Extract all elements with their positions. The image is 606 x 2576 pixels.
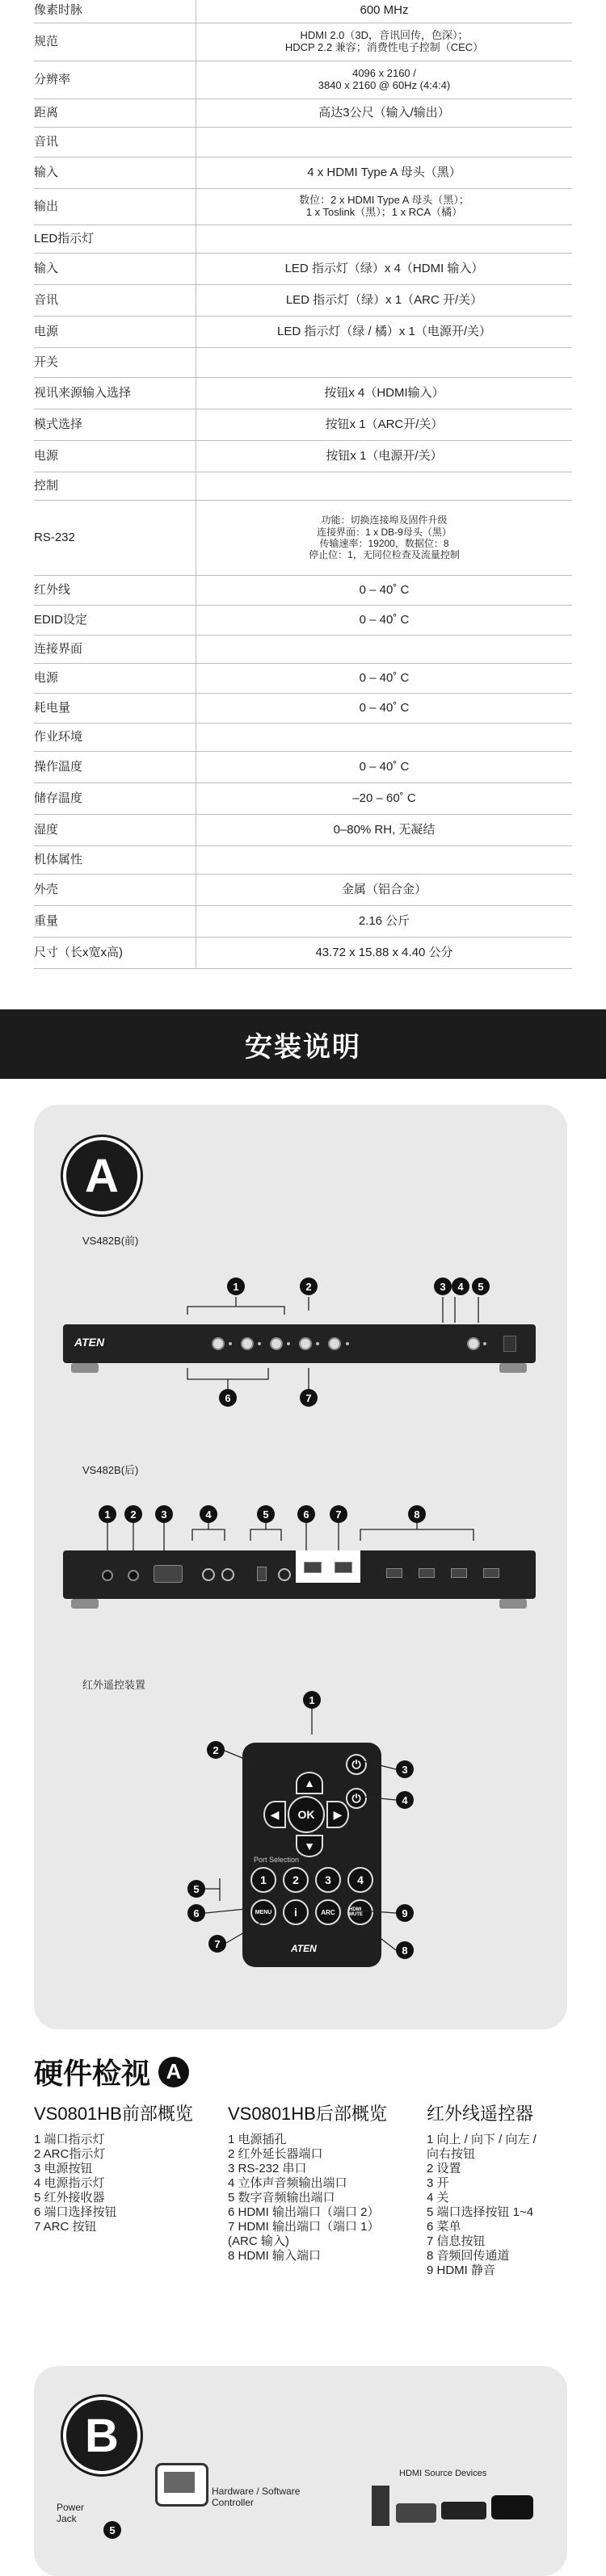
spec-row [34, 285, 572, 317]
spec-value-line: LED 指示灯（绿）x 1（ARC 开/关） [285, 292, 483, 307]
port-2-button: 2 [283, 1867, 309, 1893]
spec-value-line: 0 – 40˚ C [359, 759, 410, 774]
rear-label: VS482B(后) [82, 1464, 139, 1476]
remote-num-7: 7 [208, 1935, 226, 1953]
spec-value [196, 875, 572, 905]
spec-value [196, 636, 572, 663]
spec-value-line: 0 – 40˚ C [359, 612, 410, 627]
hardware-title-text: 硬件检视 [34, 2057, 151, 2090]
spec-row [34, 501, 572, 576]
spec-row [34, 128, 572, 157]
rear-num-5: 5 [257, 1505, 275, 1523]
spec-row [34, 724, 572, 752]
spec-key: 重量 [34, 913, 59, 928]
overview-item: 8 HDMI 输入端口 [228, 2249, 322, 2263]
port-3-button: 3 [315, 1867, 341, 1893]
panel-a [34, 1105, 567, 2029]
spec-value [196, 128, 572, 157]
spec-key: 像素时脉 [34, 2, 83, 17]
spec-value [196, 501, 572, 575]
overview-item: 2 红外延长器端口 [228, 2147, 323, 2162]
spec-row [34, 664, 572, 694]
remote-overview-list [427, 2133, 537, 2278]
rear-overview [228, 2104, 387, 2263]
spec-value [196, 938, 572, 968]
rear-overview-heading: VS0801HB后部概览 [228, 2104, 387, 2124]
remote-num-1: 1 [303, 1691, 321, 1709]
spec-value [196, 441, 572, 472]
spec-row [34, 189, 572, 225]
overview-item: 1 端口指示灯 [34, 2133, 105, 2147]
spec-value-line: 2.16 公斤 [358, 913, 410, 928]
spec-value-line: 43.72 x 15.88 x 4.40 公分 [315, 945, 453, 959]
spec-row [34, 694, 572, 724]
spec-value [196, 61, 572, 99]
overview-item: 5 端口选择按钮 1~4 [427, 2205, 534, 2220]
spec-value [196, 906, 572, 937]
overview-item: 4 电源指示灯 [34, 2176, 105, 2191]
rear-num-1: 1 [99, 1505, 116, 1523]
rear-num-7: 7 [330, 1505, 347, 1523]
spec-key: 操作温度 [34, 759, 83, 774]
controller-label: Hardware / Software Controller [212, 2486, 301, 2508]
spec-row [34, 875, 572, 906]
spec-row [34, 906, 572, 938]
spec-key: 音讯 [34, 134, 59, 149]
remote-num-2: 2 [207, 1741, 225, 1759]
mute-button: HDMI MUTE [347, 1899, 373, 1925]
remote-label: 红外遥控装置 [82, 1679, 146, 1691]
spec-row [34, 409, 572, 441]
spec-value-line: 高达3公尺（输入/输出） [318, 105, 450, 120]
remote-callout-lines [34, 1105, 567, 2029]
spec-value-line: 600 MHz [360, 2, 409, 17]
spec-value [196, 378, 572, 409]
spec-row [34, 378, 572, 409]
port-selection-label: Port Selection [254, 1856, 300, 1864]
overview-item: 3 RS-232 串口 [228, 2162, 307, 2176]
remote-num-5: 5 [187, 1880, 205, 1898]
install-banner [0, 1009, 606, 1079]
controller-icon [155, 2463, 208, 2507]
front-label: VS482B(前) [82, 1235, 139, 1247]
spec-row [34, 225, 572, 254]
panel-b-num: 5 [103, 2521, 121, 2539]
spec-row [34, 752, 572, 783]
spec-value [196, 815, 572, 845]
spec-key: 红外线 [34, 582, 71, 597]
spec-value-line: 停止位：1，无同位检查及流量控制 [309, 549, 460, 561]
spec-key: 规范 [34, 34, 59, 48]
remote-num-6: 6 [187, 1904, 205, 1922]
spec-row [34, 783, 572, 815]
spec-key: 连接界面 [34, 641, 83, 656]
spec-value [196, 576, 572, 605]
spec-value [196, 225, 572, 253]
controller-screen [164, 2472, 195, 2493]
power-on-button: ⏻ [346, 1754, 367, 1775]
ok-button: OK [288, 1796, 325, 1833]
menu-button: MENU [250, 1899, 276, 1925]
brand-logo: ATEN [74, 1336, 105, 1349]
overview-item: 5 红外接收器 [34, 2191, 105, 2205]
spec-row [34, 636, 572, 664]
front-num-4: 4 [452, 1278, 469, 1295]
spec-value [196, 157, 572, 188]
spec-value [196, 348, 572, 377]
hdmi-source-label: HDMI Source Devices [399, 2469, 487, 2478]
spec-value [196, 472, 572, 500]
spec-key: 开关 [34, 355, 59, 369]
power-off-button: ⏻ [346, 1788, 367, 1809]
spec-row [34, 61, 572, 99]
rear-num-6: 6 [297, 1505, 315, 1523]
hardware-title [34, 2051, 189, 2092]
spec-value-line: 传输速率：19200，数据位：8 [319, 538, 449, 549]
arc-button: ARC [315, 1899, 341, 1925]
rear-overview-list [228, 2133, 387, 2263]
spec-key: 距离 [34, 105, 59, 120]
spec-value-line: LED 指示灯（绿）x 4（HDMI 输入） [284, 261, 484, 275]
spec-value [196, 846, 572, 874]
port-4-button: 4 [347, 1867, 373, 1893]
overview-item: 1 电源插孔 [228, 2133, 287, 2147]
front-num-2: 2 [300, 1278, 318, 1295]
spec-key: LED指示灯 [34, 231, 95, 245]
overview-item: 1 向上 / 向下 / 向左 / [427, 2133, 537, 2147]
spec-row [34, 846, 572, 875]
spec-key: 分辨率 [34, 72, 71, 86]
spec-row [34, 348, 572, 378]
spec-key: RS-232 [34, 530, 75, 544]
left-button: ◀ [263, 1801, 286, 1828]
game-console-icon [441, 2502, 486, 2519]
front-num-1: 1 [227, 1278, 245, 1295]
spec-value [196, 409, 572, 440]
spec-key: 模式选择 [34, 417, 83, 431]
spec-row [34, 157, 572, 189]
spec-value-line: –20 – 60˚ C [352, 791, 416, 805]
remote-num-9: 9 [396, 1904, 414, 1922]
front-overview-list [34, 2133, 193, 2234]
spec-key: 尺寸（长x宽x高) [34, 945, 123, 959]
overview-item: 8 音频回传通道 [427, 2249, 510, 2263]
spec-key: 储存温度 [34, 791, 83, 805]
spec-key: 输入 [34, 261, 59, 275]
spec-key: 作业环境 [34, 729, 83, 744]
remote-num-3: 3 [396, 1760, 414, 1778]
panel-b [34, 2366, 567, 2576]
spec-key: 机体属性 [34, 852, 83, 866]
spec-key: 电源 [34, 324, 59, 338]
overview-item: 9 HDMI 静音 [427, 2263, 496, 2278]
spec-value-line: 按钮x 1（电源开/关） [326, 448, 443, 463]
front-overview-heading: VS0801HB前部概览 [34, 2104, 193, 2124]
front-num-7: 7 [300, 1389, 318, 1407]
overview-item: 6 HDMI 输出端口（端口 2） [228, 2205, 380, 2220]
info-button: i [283, 1899, 309, 1925]
spec-value-line: 金属（铝合金） [341, 882, 427, 896]
spec-key: 音讯 [34, 292, 59, 307]
spec-value-line: 连接界面：1 x DB-9母头（黑） [317, 526, 452, 538]
spec-key: 耗电量 [34, 700, 71, 715]
overview-item: 4 关 [427, 2191, 449, 2205]
remote-num-8: 8 [396, 1941, 414, 1959]
spec-row [34, 815, 572, 846]
spec-table [34, 0, 572, 969]
spec-row [34, 99, 572, 128]
rear-num-8: 8 [408, 1505, 426, 1523]
spec-key: 控制 [34, 478, 59, 493]
spec-value-line: HDMI 2.0（3D，音讯回传，色深）； [300, 29, 469, 42]
spec-value-line: 0 – 40˚ C [359, 582, 410, 597]
player-icon [396, 2503, 436, 2523]
box-icon [491, 2495, 533, 2519]
spec-value [196, 317, 572, 347]
spec-key: 视讯来源输入选择 [34, 385, 132, 400]
spec-key: 外壳 [34, 882, 59, 896]
spec-value [196, 694, 572, 723]
spec-row [34, 938, 572, 969]
front-num-5: 5 [472, 1278, 490, 1295]
rear-num-2: 2 [124, 1505, 142, 1523]
panel-b-letter: B [63, 2397, 141, 2474]
spec-value-line: 功能：切换连接埠及固件升级 [321, 514, 448, 527]
overview-item: 3 电源按钮 [34, 2162, 93, 2176]
spec-key: 电源 [34, 670, 59, 685]
spec-value-line: 4096 x 2160 / [352, 67, 416, 80]
spec-value [196, 285, 572, 316]
overview-item: 向右按钮 [427, 2147, 476, 2162]
overview-item: 6 端口选择按钮 [34, 2205, 117, 2220]
spec-value [196, 783, 572, 814]
panel-a-letter: A [63, 1137, 141, 1215]
spec-key: 湿度 [34, 822, 59, 837]
spec-value-line: 0 – 40˚ C [359, 670, 410, 685]
port-1-button: 1 [250, 1867, 276, 1893]
spec-row [34, 441, 572, 472]
rear-num-4: 4 [200, 1505, 217, 1523]
spec-key: 输出 [34, 199, 59, 213]
front-num-3: 3 [434, 1278, 452, 1295]
remote-overview [427, 2104, 537, 2278]
spec-value-line: 3840 x 2160 @ 60Hz (4:4:4) [318, 79, 451, 91]
up-button: ▲ [296, 1772, 323, 1794]
overview-item: 7 ARC 按钮 [34, 2220, 97, 2234]
power-jack-label: Power Jack [57, 2502, 85, 2524]
remote-num-4: 4 [396, 1791, 414, 1809]
overview-item: 2 ARC指示灯 [34, 2147, 106, 2162]
spec-value-line: 0–80% RH, 无凝结 [333, 822, 436, 837]
overview-item: 4 立体声音频输出端口 [228, 2176, 347, 2191]
spec-value [196, 0, 572, 23]
spec-value [196, 606, 572, 635]
rear-num-3: 3 [155, 1505, 173, 1523]
spec-value [196, 254, 572, 284]
overview-item: (ARC 输入) [228, 2234, 289, 2249]
remote-overview-heading: 红外线遥控器 [427, 2104, 534, 2124]
spec-value-line: 按钮x 4（HDMI输入） [324, 385, 444, 400]
spec-row [34, 317, 572, 348]
spec-value-line: 1 x Toslink（黑）；1 x RCA（橘） [305, 206, 463, 218]
spec-value-line: HDCP 2.2 兼容；消费性电子控制（CEC） [284, 41, 484, 53]
spec-key: 输入 [34, 165, 59, 179]
spec-row [34, 23, 572, 61]
down-button: ▼ [296, 1835, 323, 1857]
spec-row [34, 0, 572, 23]
spec-row [34, 472, 572, 501]
spec-value [196, 99, 572, 127]
spec-value [196, 23, 572, 61]
banner-title: 安装说明 [245, 1031, 361, 1063]
hardware-badge: A [158, 2057, 189, 2087]
spec-row [34, 254, 572, 285]
front-num-6: 6 [219, 1389, 237, 1407]
front-overview [34, 2104, 193, 2234]
pc-tower-icon [372, 2486, 389, 2526]
spec-key: EDID设定 [34, 612, 87, 627]
overview-item: 6 菜单 [427, 2220, 461, 2234]
overview-item: 7 信息按钮 [427, 2234, 486, 2249]
remote-brand: ATEN [291, 1943, 317, 1954]
spec-row [34, 606, 572, 636]
spec-value [196, 664, 572, 693]
spec-value-line: 4 x HDMI Type A 母头（黑） [307, 165, 461, 179]
spec-value-line: LED 指示灯（绿 / 橘）x 1（电源开/关） [276, 324, 492, 338]
right-button: ▶ [326, 1801, 349, 1828]
overview-item: 3 开 [427, 2176, 449, 2191]
spec-value-line: 0 – 40˚ C [359, 700, 410, 715]
spec-row [34, 576, 572, 606]
overview-item: 5 数字音频输出端口 [228, 2191, 335, 2205]
spec-value-line: 按钮x 1（ARC开/关） [325, 417, 444, 431]
spec-value [196, 752, 572, 782]
spec-key: 电源 [34, 448, 59, 463]
spec-value [196, 189, 572, 224]
overview-item: 7 HDMI 输出端口（端口 1） [228, 2220, 380, 2234]
spec-value-line: 数位：2 x HDMI Type A 母头（黑）； [299, 194, 469, 207]
overview-item: 2 设置 [427, 2162, 461, 2176]
spec-value [196, 724, 572, 751]
